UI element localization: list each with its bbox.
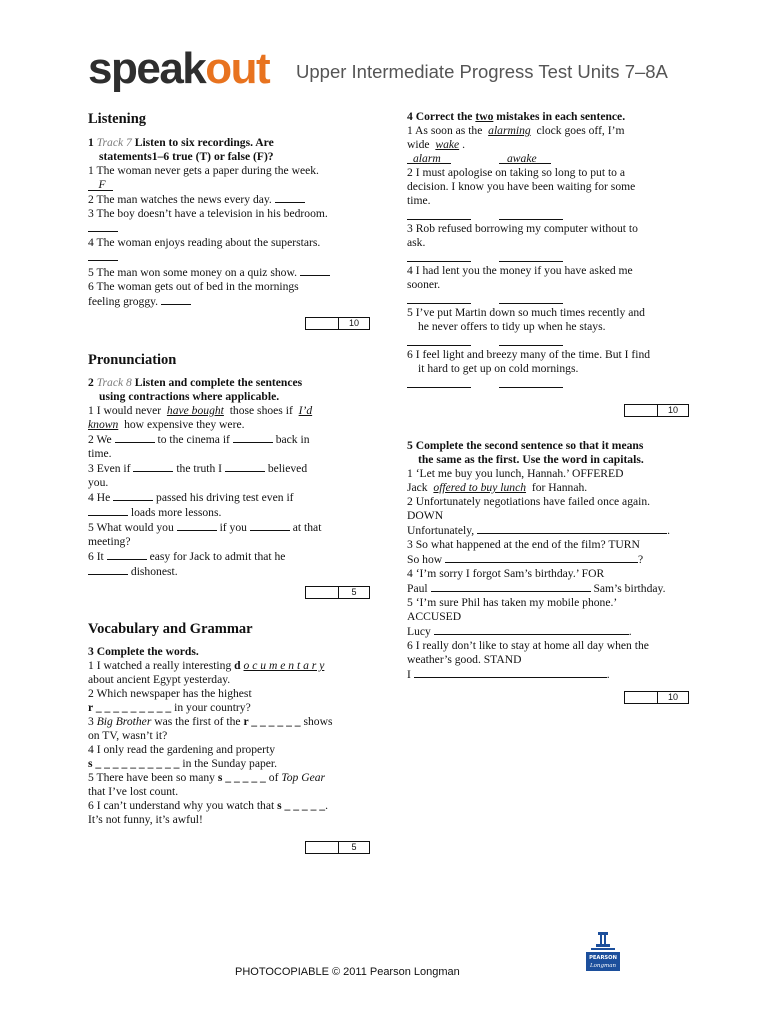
- answer-blank[interactable]: [161, 294, 191, 305]
- listening-item: 5 The man won some money on a quiz show.: [88, 265, 378, 280]
- answer-blank[interactable]: [113, 490, 153, 501]
- listening-answer-example: [88, 178, 378, 192]
- answer-blank[interactable]: [431, 581, 591, 592]
- pronunciation-item: 6 It easy for Jack to admit that he: [88, 550, 286, 563]
- correction-blank[interactable]: [499, 335, 563, 346]
- correction-pair: [407, 376, 697, 390]
- answer-blank[interactable]: [88, 250, 118, 261]
- vocabulary-item: 6 I can’t understand why you watch that s _ _ _ _ _.: [88, 799, 329, 812]
- answer-blank[interactable]: [414, 667, 607, 678]
- pronunciation-item: 5 What would you if you at that: [88, 521, 322, 534]
- answer-blank[interactable]: [88, 564, 128, 575]
- logo-out: out: [205, 44, 270, 93]
- vocabulary-section: Vocabulary and Grammar 3 Complete the words. 1 I watched a really interesting d o c u m e n t a r y about ancient Egypt yesterday. 2 Which newspaper has the highest r _ _ _ _ _ _ _ _ _ in your country? 3 Big Brother was the first of the r _ _ _ _ _ _ shows on TV, wasn’t it? 4 I only read the gardening and property s _ _ _ _ _ _ _ _ _ _ in the Sunday paper. 5 There have been so many s _ _ _ _ _ of Top Gear that I’ve lost count. 6 I can’t understand why you watch that s _ _ _ _ _. It’s not funny, it’s awful!: [88, 620, 378, 827]
- correct-item: 3 Rob refused borrowing my computer without to: [407, 222, 638, 235]
- track-label: Track 7: [96, 136, 132, 149]
- complete-instruction: 5 Complete the second sentence so that it means: [407, 439, 644, 452]
- answer-blank[interactable]: [233, 432, 273, 443]
- pronunciation-item: 4 He passed his driving test even if: [88, 491, 294, 504]
- speakout-logo: [88, 44, 269, 94]
- longman-word: Longman: [589, 963, 617, 969]
- pronunciation-item: 3 Even if the truth I believed: [88, 462, 308, 475]
- correction-blank[interactable]: [407, 209, 471, 220]
- correction-blank[interactable]: [499, 251, 563, 262]
- vocabulary-title: Vocabulary and Grammar: [88, 621, 253, 637]
- correction-pair: [407, 292, 697, 306]
- pearson-logo-icon: [584, 929, 622, 973]
- correct-item: 4 I had lent you the money if you have asked me: [407, 264, 633, 277]
- correction-pair: alarm awake: [407, 152, 697, 166]
- answer-blank[interactable]: [107, 549, 147, 560]
- correction-blank[interactable]: [407, 377, 471, 388]
- answer-blank[interactable]: [225, 461, 265, 472]
- complete-item: 6 I really don’t like to stay at home all day when the: [407, 639, 649, 652]
- correction-pair: [407, 250, 697, 264]
- answer-blank[interactable]: [434, 624, 629, 635]
- vocabulary-item: 2 Which newspaper has the highest: [88, 687, 252, 700]
- pearson-word: PEARSON: [589, 955, 617, 961]
- correction-blank[interactable]: [407, 335, 471, 346]
- vocabulary-item: 3 Big Brother was the first of the r _ _ _ _ _ _ shows: [88, 715, 333, 728]
- vocabulary-item: 1 I watched a really interesting d o c u m e n t a r y: [88, 659, 325, 672]
- correct-item: 2 I must apologise on taking so long to put to a: [407, 166, 626, 179]
- listening-item: 1 The woman never gets a paper during the week.: [88, 164, 319, 177]
- correct-item: 1 As soon as the alarming clock goes off, I’m: [407, 124, 625, 137]
- answer-blank[interactable]: [477, 523, 667, 534]
- listening-item: 6 The woman gets out of bed in the mornings: [88, 280, 299, 293]
- answer-blank[interactable]: [275, 192, 305, 203]
- listening-item: 3 The boy doesn’t have a television in his bedroom.: [88, 207, 328, 220]
- complete-section: 5 Complete the second sentence so that it means the same as the first. Use the word in capitals. 1 ‘Let me buy you lunch, Hannah.’ OFFERED Jack offered to buy lunch for Hannah. 2 Unfortunately negotiations have failed once again. DOWN Unfortunately, . 3 So what happened at the end of the film? TURN So how ? 4 ‘I’m sorry I forgot Sam’s birthday.’ FOR Paul Sam’s birthday. 5 ‘I’m sure Phil has taken my mobile phone.’ ACCUSED Lucy . 6 I really don’t like to stay at home all day when the weather’s good. STAND I .: [407, 439, 697, 682]
- pronunciation-instruction: 2 Track 8 Listen and complete the sentences: [88, 376, 303, 389]
- correct-score-box: 10: [624, 404, 689, 417]
- vocabulary-item: 5 There have been so many s _ _ _ _ _ of Top Gear: [88, 771, 326, 784]
- answer-blank[interactable]: [133, 461, 173, 472]
- pronunciation-section: Pronunciation 2 Track 8 Listen and complete the sentences using contractions where applicable. 1 I would never have bought those shoes if I’d known how expensive they were. 2 We to the cinema if back in time. 3 Even if the truth I believed you. 4 He passed his driving test even if loads more lessons. 5 What would you if you at that meeting? 6 It easy for Jack to admit that he dishonest.: [88, 351, 378, 579]
- answer-blank[interactable]: F: [88, 178, 113, 191]
- vocabulary-score-box: 5: [305, 841, 370, 854]
- complete-item: 1 ‘Let me buy you lunch, Hannah.’ OFFERED: [407, 467, 624, 480]
- listening-instruction: 1 Track 7 Listen to six recordings. Are: [88, 136, 274, 149]
- correct-section: 4 Correct the two mistakes in each sentence. 1 As soon as the alarming clock goes off, I’m wide wake . alarm awake 2 I must apologise on taking so long to put to a decision. I know you have been waiting for some time. 3 Rob refused borrowing my computer without to ask. 4 I had lent you the money if you have asked me sooner. 5 I’ve put Martin down so much times recently and he never offers to tidy up when he stays. 6 I feel light and breezy many of the time. But I find it hard to get up on cold mornings.: [407, 110, 697, 390]
- complete-item: 3 So what happened at the end of the film? TURN: [407, 538, 640, 551]
- vocabulary-instruction: 3 Complete the words.: [88, 645, 199, 658]
- correction-pair: [407, 334, 697, 348]
- listening-score-box: 10: [305, 317, 370, 330]
- correction-blank[interactable]: [499, 293, 563, 304]
- logo-speak: speak: [88, 44, 206, 93]
- correction-blank[interactable]: [499, 377, 563, 388]
- answer-blank[interactable]: [88, 221, 118, 232]
- pronunciation-title: Pronunciation: [88, 352, 177, 368]
- correct-item: 5 I’ve put Martin down so much times recently and: [407, 306, 645, 319]
- answer-blank[interactable]: [300, 265, 330, 276]
- pronunciation-score-box: 5: [305, 586, 370, 599]
- photocopiable-notice: PHOTOCOPIABLE © 2011 Pearson Longman: [235, 966, 460, 978]
- listening-item: feeling groggy.: [88, 294, 378, 309]
- answer-blank[interactable]: [250, 520, 290, 531]
- listening-title: Listening: [88, 111, 147, 127]
- correct-item: 6 I feel light and breezy many of the time. But I find: [407, 348, 651, 361]
- track-label: Track 8: [96, 376, 132, 389]
- answer-blank[interactable]: [88, 505, 128, 516]
- correction-pair: [407, 208, 697, 222]
- correction-blank[interactable]: [407, 251, 471, 262]
- answer-blank[interactable]: [445, 552, 638, 563]
- pronunciation-item: 1 I would never have bought those shoes if I’d: [88, 404, 313, 417]
- listening-item: 4 The woman enjoys reading about the superstars.: [88, 236, 321, 249]
- listening-section: Listening 1 Track 7 Listen to six recordings. Are statements1–6 true (T) or false (F)? 1 The woman never gets a paper during the week. F 2 The man watches the news every day. 3 The boy doesn’t have a television in his bedroom. 4 The woman enjoys reading about the superstars. 5 The man won some money on a quiz show. 6 The woman gets out of bed in the mornings feeling groggy.: [88, 110, 378, 309]
- page-subtitle: Upper Intermediate Progress Test Units 7–8A: [296, 61, 668, 82]
- vocabulary-item: 4 I only read the gardening and property: [88, 743, 276, 756]
- complete-score-box: 10: [624, 691, 689, 704]
- pronunciation-item: 2 We to the cinema if back in: [88, 433, 310, 446]
- correct-instruction: 4 Correct the two mistakes in each sentence.: [407, 110, 626, 123]
- listening-item: 2 The man watches the news every day.: [88, 192, 378, 207]
- complete-item: 4 ‘I’m sorry I forgot Sam’s birthday.’ FOR: [407, 567, 605, 580]
- correction-blank[interactable]: [499, 209, 563, 220]
- complete-item: 2 Unfortunately negotiations have failed once again.: [407, 495, 651, 508]
- correction-blank[interactable]: [407, 293, 471, 304]
- pearson-longman-logo: [584, 929, 622, 973]
- answer-blank[interactable]: [177, 520, 217, 531]
- answer-blank[interactable]: [115, 432, 155, 443]
- complete-item: 5 ‘I’m sure Phil has taken my mobile phone.’: [407, 596, 618, 609]
